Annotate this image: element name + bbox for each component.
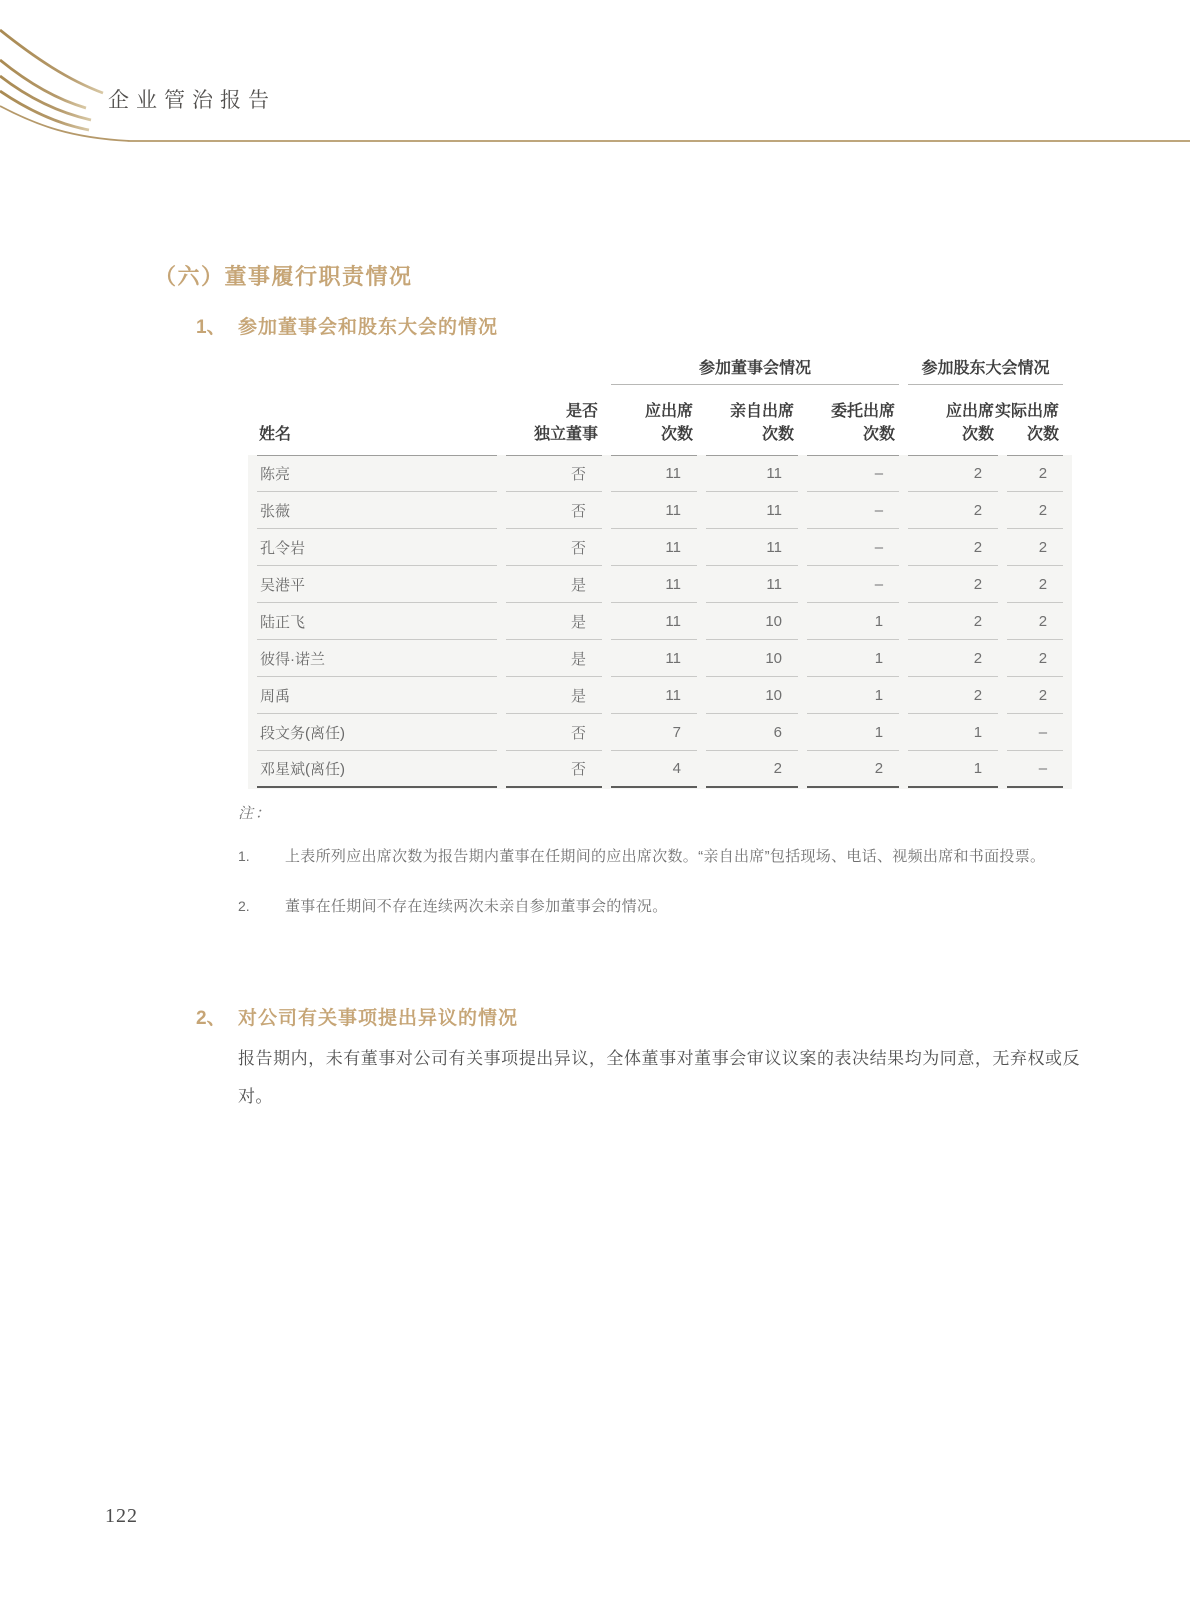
col-header-name — [257, 385, 497, 455]
table-row — [257, 492, 1063, 529]
col-header-board-in-person — [706, 385, 798, 455]
col-header-line: 次数 — [863, 426, 896, 443]
cell-name: 陈亮 — [257, 455, 497, 492]
cell-board-proxy: – — [807, 492, 899, 529]
cell-shareholder-actual: 2 — [1007, 603, 1063, 640]
cell-board-in-person: 10 — [706, 677, 798, 714]
page-number: 122 — [105, 1505, 138, 1527]
cell-independent: 否 — [506, 529, 602, 566]
cell-board-required: 4 — [611, 751, 697, 788]
cell-independent: 否 — [506, 714, 602, 751]
subsection-1-number: 1、 — [196, 317, 226, 338]
col-header-line: 次数 — [660, 426, 693, 443]
cell-board-proxy: 2 — [807, 751, 899, 788]
col-header-line: 委托出席 — [831, 403, 896, 420]
cell-board-required: 11 — [611, 603, 697, 640]
cell-independent: 否 — [506, 455, 602, 492]
cell-shareholder-actual: 2 — [1007, 677, 1063, 714]
cell-board-in-person: 11 — [706, 529, 798, 566]
cell-independent: 是 — [506, 640, 602, 677]
col-header-line: 亲自出席 — [729, 403, 794, 420]
cell-board-in-person: 11 — [706, 492, 798, 529]
cell-board-proxy: 1 — [807, 677, 899, 714]
note-item — [238, 840, 1076, 873]
page-header-title: 企业管治报告 — [108, 88, 276, 112]
cell-independent: 是 — [506, 677, 602, 714]
col-header-shareholder-actual — [995, 385, 1063, 455]
col-header-board-required — [611, 385, 697, 455]
subsection-2-number: 2、 — [196, 1008, 226, 1029]
table-row — [257, 714, 1063, 751]
col-header-line: 次数 — [761, 426, 794, 443]
cell-board-in-person: 10 — [706, 603, 798, 640]
col-header-shareholder-required — [908, 385, 998, 455]
table-row — [257, 566, 1063, 603]
cell-name: 段文务(离任) — [257, 714, 497, 751]
cell-board-required: 7 — [611, 714, 697, 751]
cell-shareholder-required: 2 — [908, 640, 998, 677]
note-number: 1. — [238, 848, 250, 864]
cell-board-proxy: 1 — [807, 640, 899, 677]
table-row — [257, 529, 1063, 566]
cell-board-proxy: 1 — [807, 714, 899, 751]
cell-independent: 是 — [506, 566, 602, 603]
cell-board-required: 11 — [611, 455, 697, 492]
cell-shareholder-required: 2 — [908, 455, 998, 492]
group-header-board: 参加董事会情况 — [611, 355, 899, 385]
table-group-header-row — [257, 355, 1063, 385]
cell-name: 孔令岩 — [257, 529, 497, 566]
col-header-line: 姓名 — [259, 426, 292, 443]
cell-independent: 否 — [506, 751, 602, 788]
note-text: 上表所列应出席次数为报告期内董事在任期间的应出席次数。“亲自出席”包括现场、电话、视频出席和书面投票。 — [285, 848, 1046, 865]
col-header-line: 实际出席 — [995, 403, 1060, 420]
table-row — [257, 603, 1063, 640]
col-header-line: 次数 — [962, 426, 995, 443]
cell-independent: 否 — [506, 492, 602, 529]
cell-name: 周禹 — [257, 677, 497, 714]
cell-board-required: 11 — [611, 677, 697, 714]
cell-shareholder-required: 2 — [908, 677, 998, 714]
cell-name: 吴港平 — [257, 566, 497, 603]
cell-shareholder-required: 2 — [908, 492, 998, 529]
cell-board-in-person: 10 — [706, 640, 798, 677]
cell-shareholder-required: 2 — [908, 529, 998, 566]
col-header-line: 次数 — [1027, 426, 1060, 443]
col-header-line: 应出席 — [946, 403, 995, 420]
col-header-board-proxy — [807, 385, 899, 455]
cell-name: 彼得·诺兰 — [257, 640, 497, 677]
cell-board-required: 11 — [611, 566, 697, 603]
note-item — [238, 890, 1076, 923]
cell-shareholder-required: 2 — [908, 566, 998, 603]
col-header-line: 独立董事 — [533, 426, 598, 443]
cell-shareholder-actual: 2 — [1007, 529, 1063, 566]
cell-board-in-person: 11 — [706, 566, 798, 603]
cell-name: 张薇 — [257, 492, 497, 529]
attendance-table — [248, 355, 1072, 788]
subsection-1-heading — [196, 312, 498, 339]
cell-shareholder-actual: 2 — [1007, 492, 1063, 529]
table-row — [257, 640, 1063, 677]
cell-board-required: 11 — [611, 529, 697, 566]
cell-shareholder-required: 2 — [908, 603, 998, 640]
cell-shareholder-actual: – — [1007, 714, 1063, 751]
group-header-spacer — [257, 355, 602, 385]
cell-shareholder-actual: 2 — [1007, 640, 1063, 677]
subsection-2-heading — [196, 1003, 518, 1030]
cell-board-in-person: 2 — [706, 751, 798, 788]
cell-board-in-person: 11 — [706, 455, 798, 492]
subsection-2-paragraph: 报告期内，未有董事对公司有关事项提出异议，全体董事对董事会审议议案的表决结果均为同意，无弃权或反对。 — [238, 1049, 1080, 1106]
cell-shareholder-actual: – — [1007, 751, 1063, 788]
cell-board-proxy: – — [807, 529, 899, 566]
cell-shareholder-required: 1 — [908, 751, 998, 788]
group-header-shareholder: 参加股东大会情况 — [908, 355, 1063, 385]
subsection-1-title: 参加董事会和股东大会的情况 — [238, 317, 499, 338]
col-header-line: 应出席 — [644, 403, 693, 420]
cell-shareholder-actual: 2 — [1007, 566, 1063, 603]
col-header-line: 是否 — [565, 403, 598, 420]
subsection-2-title: 对公司有关事项提出异议的情况 — [238, 1008, 519, 1029]
table-row — [257, 455, 1063, 492]
table-row — [257, 677, 1063, 714]
cell-board-required: 11 — [611, 640, 697, 677]
cell-name: 邓星斌(离任) — [257, 751, 497, 788]
cell-board-required: 11 — [611, 492, 697, 529]
table-column-header-row — [257, 385, 1063, 455]
cell-independent: 是 — [506, 603, 602, 640]
cell-shareholder-required: 1 — [908, 714, 998, 751]
cell-name: 陆正飞 — [257, 603, 497, 640]
cell-board-proxy: – — [807, 566, 899, 603]
cell-shareholder-actual: 2 — [1007, 455, 1063, 492]
col-header-independent — [506, 385, 602, 455]
table-row — [257, 751, 1063, 788]
attendance-table-body — [257, 455, 1063, 788]
section-title: （六）董事履行职责情况 — [154, 264, 413, 289]
cell-board-proxy: 1 — [807, 603, 899, 640]
note-text: 董事在任期间不存在连续两次未亲自参加董事会的情况。 — [285, 898, 668, 915]
cell-board-in-person: 6 — [706, 714, 798, 751]
cell-board-proxy: – — [807, 455, 899, 492]
note-number: 2. — [238, 898, 250, 914]
notes-label: 注： — [238, 805, 273, 822]
notes-section — [238, 802, 1076, 923]
